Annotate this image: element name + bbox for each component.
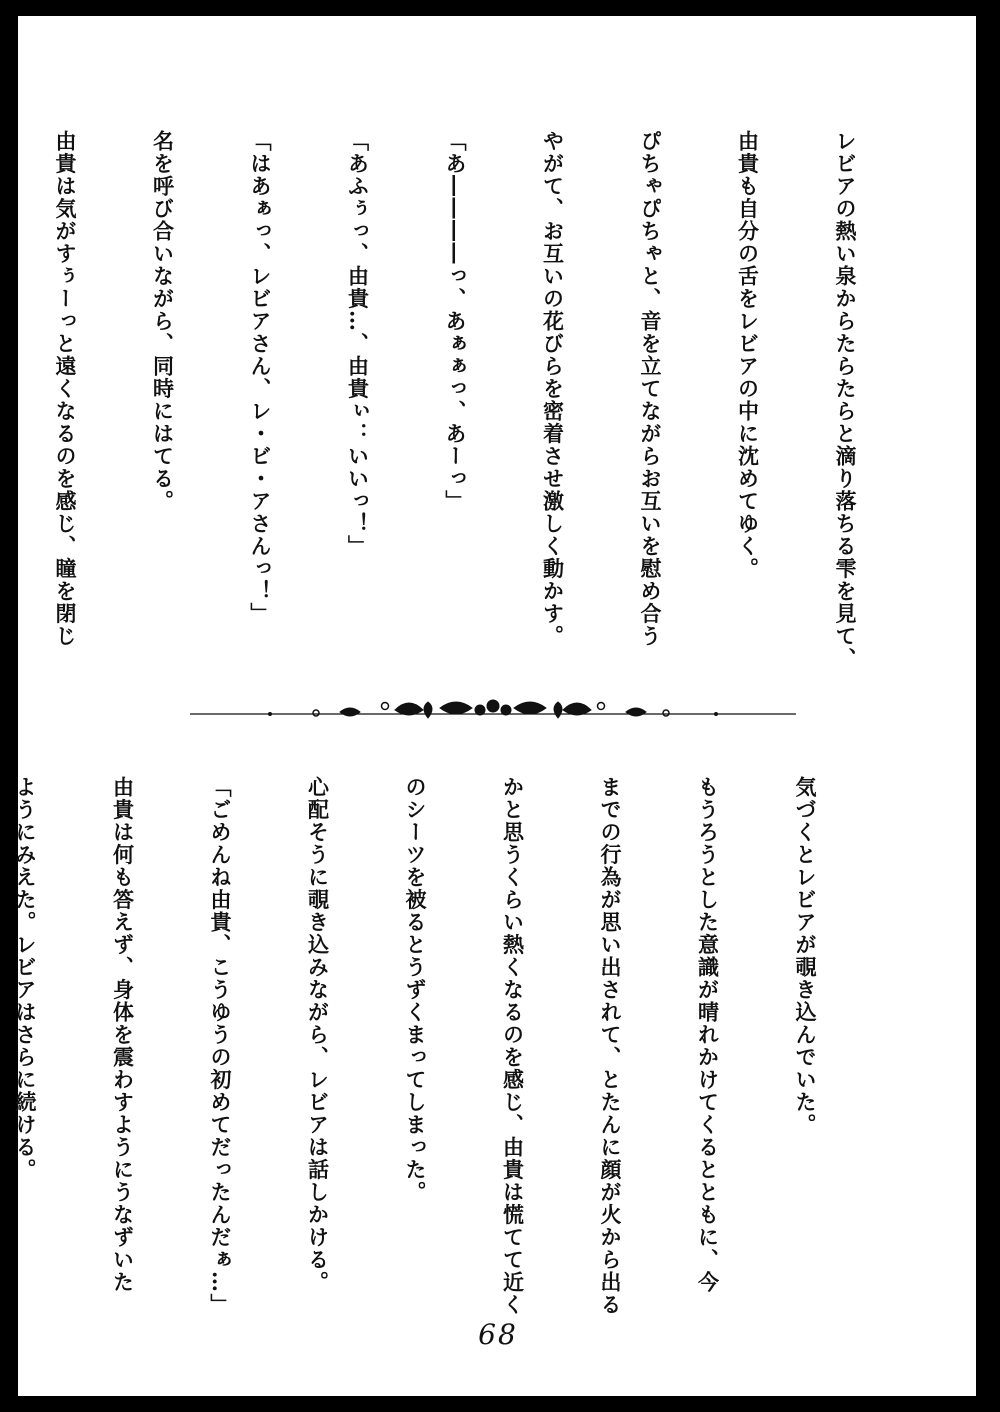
text-line: かと思うくらい熱くなるのを感じ、由貴は慌てて近く	[500, 776, 526, 1316]
text-line: 名を呼び合いながら、同時にはてる。	[150, 130, 176, 513]
text-line: 「ごめんね由貴、こうゆうの初めてだったんだぁ…」	[208, 776, 233, 1316]
floral-divider-ornament	[190, 692, 796, 728]
book-page	[13, 16, 976, 1396]
text-line: レビアの熱い泉からたらたらと滴り落ちる雫を見て、	[833, 130, 858, 670]
text-line: 「あ――――っ、あぁぁっ、あーっ」	[443, 130, 468, 513]
text-line: ぴちゃぴちゃと、音を立てながらお互いを慰め合う	[638, 130, 663, 648]
text-line: やがて、お互いの花びらを密着させ激しく動かす。	[540, 130, 566, 648]
text-line: 「あふぅっ、由貴…、由貴ぃ：いいっ！」	[345, 130, 371, 558]
text-line: 由貴は何も答えず、身体を震わすようにうなずいた	[110, 776, 136, 1294]
text-line: ようにみえた。レビアはさらに続ける。	[13, 776, 38, 1181]
text-line: のシーツを被るとうずくまってしまった。	[403, 776, 428, 1204]
text-line: 気づくとレビアが覗き込んでいた。	[793, 776, 818, 1136]
text-line: 「はあぁっ、レビアさん、レ・ビ・アさんっ！」	[248, 130, 273, 625]
text-line: 由貴も自分の舌をレビアの中に沈めてゆく。	[735, 130, 761, 580]
upper-text-block	[0, 130, 926, 690]
text-line: もうろうとした意識が晴れかけてくるとともに、今	[695, 776, 721, 1294]
text-line: 由貴は気がすぅーっと遠くなるのを感じ、瞳を閉じ	[53, 130, 78, 648]
text-line: 心配そうに覗き込みながら、レビアは話しかける。	[305, 776, 331, 1294]
lower-text-block	[0, 776, 886, 1336]
text-line: までの行為が思い出されて、とたんに顔が火から出る	[598, 776, 623, 1316]
page-number: 68	[478, 1318, 518, 1351]
